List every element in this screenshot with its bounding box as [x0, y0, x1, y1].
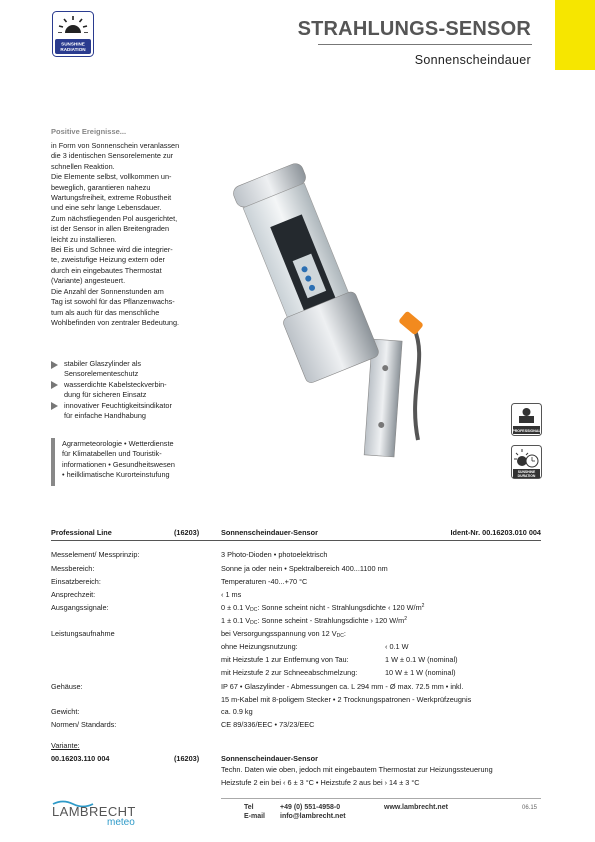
- intro-line: die 3 identischen Sensorelemente zur: [51, 151, 174, 161]
- spec-label: Ausgangssignale:: [51, 603, 109, 612]
- application-line: • heilklimatische Kurorteinstufung: [62, 470, 170, 480]
- badge-line2: RADIATION: [60, 47, 86, 52]
- spec-value: CE 89/336/EEC • 73/23/EEC: [221, 720, 315, 729]
- intro-line: Wartungsfreiheit, extreme Robustheit: [51, 193, 172, 203]
- variant-code: (16203): [174, 754, 200, 763]
- spec-label: Messelement/ Messprinzip:: [51, 550, 140, 559]
- bullet-arrow-icon: [51, 361, 58, 369]
- intro-heading: Positive Ereignisse...: [51, 127, 127, 136]
- professional-line-icon: [511, 403, 542, 436]
- intro-line: ist der Sensor in allen Breitengraden: [51, 224, 170, 234]
- product-image: [218, 140, 433, 458]
- spec-value: 3 Photo-Dioden • photoelektrisch: [221, 550, 328, 559]
- variant-ident: 00.16203.110 004: [51, 754, 110, 763]
- intro-line: in Form von Sonnenschein veranlassen: [51, 141, 180, 150]
- intro-line: durch ein eingebautes Thermostat: [51, 265, 162, 275]
- spec-value: bei Versorgungsspannung von 12 $V_{DC}$:: [221, 629, 346, 639]
- variant-heading: Variante:: [51, 741, 80, 750]
- spec-value: 0 ± 0.1 $V_{DC}$: Sonne scheint nicht - Strahlungsdichte ‹ 120 $W/m^2$: [221, 603, 425, 613]
- badge-line1: SUNSHINE: [61, 41, 85, 47]
- spec-label: Einsatzbereich:: [51, 577, 101, 586]
- intro-line: Zum nächstliegenden Pol ausgerichtet,: [51, 213, 178, 223]
- yellow-corner-tab: [555, 0, 595, 70]
- sunshine-radiation-icon: [52, 11, 94, 57]
- sun-icon-line1: SUNSHINE: [517, 470, 536, 474]
- feature-item: innovativer Feuchtigkeitsindikator für einfache Handhabung: [51, 401, 172, 422]
- spec-value: IP 67 • Glaszylinder - Abmessungen ca. L 294 mm - Ø max. 72.5 mm • inkl.: [221, 682, 464, 691]
- pro-icon-label: PROFESSIONAL: [512, 429, 541, 433]
- feature-item: stabiler Glaszylinder als Sensorelementeschutz: [51, 359, 172, 380]
- feature-list: [51, 359, 172, 421]
- intro-line: tum als auch für das menschliche: [51, 307, 160, 317]
- application-line: für Klimatabellen und Touristik-: [62, 449, 162, 459]
- intro-line: leicht zu installieren.: [51, 234, 117, 244]
- intro-line: schnellen Reaktion.: [51, 161, 115, 171]
- spec-ident: Ident-Nr. 00.16203.010 004: [450, 528, 541, 537]
- intro-line: (Variante) angesteuert.: [51, 276, 126, 286]
- intro-line: te, zweistufige Heizung extern oder: [51, 255, 165, 265]
- spec-value: Temperaturen -40...+70 °C: [221, 577, 308, 586]
- applications-bar: [51, 438, 55, 486]
- intro-line: und eine sehr lange Lebensdauer.: [51, 203, 162, 213]
- variant-desc: Techn. Daten wie oben, jedoch mit eingebautem Thermostat zur Heizungssteuerung: [221, 765, 493, 774]
- page-subtitle: Sonnenscheindauer: [414, 53, 531, 67]
- footer-web-link[interactable]: www.lambrecht.net: [384, 804, 448, 811]
- logo-meteo: meteo: [107, 817, 135, 826]
- page-title: STRAHLUNGS-SENSOR: [297, 18, 531, 40]
- intro-line: Tag ist sowohl für das Pflanzenwachs-: [51, 297, 175, 307]
- bullet-arrow-icon: [51, 381, 58, 389]
- spec-label: Ansprechzeit:: [51, 590, 96, 599]
- spec-label: Normen/ Standards:: [51, 720, 117, 729]
- footer-date: 06.15: [522, 805, 538, 811]
- spec-value: mit Heizstufe 2 zur Schneeabschmelzung:: [221, 668, 358, 677]
- variant-desc: Heizstufe 2 ein bei ‹ 6 ± 3 °C • Heizstufe 2 aus bei › 14 ± 3 °C: [221, 778, 420, 787]
- spec-product-name: Sonnenscheindauer-Sensor: [221, 528, 318, 537]
- footer-tel-label: Tel: [244, 804, 254, 811]
- spec-value: 15 m-Kabel mit 8-poligem Stecker • 2 Trocknungspatronen - Werkprüfzeugnis: [221, 695, 472, 704]
- footer-tel: +49 (0) 551-4958-0: [280, 804, 341, 811]
- feature-item: wasserdichte Kabelsteckverbin- dung für sicheren Einsatz: [51, 380, 172, 401]
- footer-email-link[interactable]: info@lambrecht.net: [280, 813, 346, 820]
- application-line: Agrarmeteorologie • Wetterdienste: [62, 439, 174, 448]
- spec-label: Gehäuse:: [51, 682, 83, 691]
- intro-line: beweglich, garantieren nahezu: [51, 182, 151, 192]
- lambrecht-logo: [51, 798, 171, 826]
- spec-value: 1 W ± 0.1 W (nominal): [385, 655, 458, 664]
- logo-brand: LAMBRECHT: [52, 804, 136, 819]
- applications-text: [62, 439, 175, 481]
- spec-value: ‹ 0.1 W: [385, 642, 409, 651]
- intro-line: Bei Eis und Schnee wird die integrier-: [51, 245, 173, 255]
- bullet-arrow-icon: [51, 402, 58, 410]
- sunshine-duration-icon: [511, 445, 542, 479]
- spec-label: Messbereich:: [51, 564, 95, 573]
- spec-label: Leistungsaufnahme: [51, 629, 115, 638]
- footer-divider: [221, 798, 541, 799]
- spec-value: ca. 0.9 kg: [221, 707, 253, 716]
- spec-value: ohne Heizungsnutzung:: [221, 642, 298, 651]
- intro-text: [51, 141, 211, 328]
- sun-icon-line2: DURATION: [517, 474, 536, 478]
- spec-value: ‹ 1 ms: [221, 590, 242, 599]
- footer-mail-label: E-mail: [244, 813, 266, 820]
- spec-value: 10 W ± 1 W (nominal): [385, 668, 456, 677]
- spec-line-name: Professional Line: [51, 528, 112, 537]
- spec-value: Sonne ja oder nein • Spektralbereich 400...1100 nm: [221, 564, 388, 573]
- spec-divider: [51, 540, 541, 541]
- spec-value: mit Heizstufe 1 zur Entfernung von Tau:: [221, 655, 349, 664]
- intro-line: Die Anzahl der Sonnenstunden am: [51, 286, 164, 296]
- intro-line: Die Elemente selbst, vollkommen un-: [51, 172, 172, 182]
- spec-value: 1 ± 0.1 $V_{DC}$: Sonne scheint - Strahlungsdichte › 120 $W/m^2$: [221, 616, 407, 626]
- spec-code: (16203): [174, 528, 200, 537]
- title-divider: [318, 44, 532, 45]
- spec-label: Gewicht:: [51, 707, 80, 716]
- variant-name: Sonnenscheindauer-Sensor: [221, 754, 318, 763]
- intro-line: Wohlbefinden von zentraler Bedeutung.: [51, 317, 180, 327]
- application-line: informationen • Gesundheitswesen: [62, 459, 175, 469]
